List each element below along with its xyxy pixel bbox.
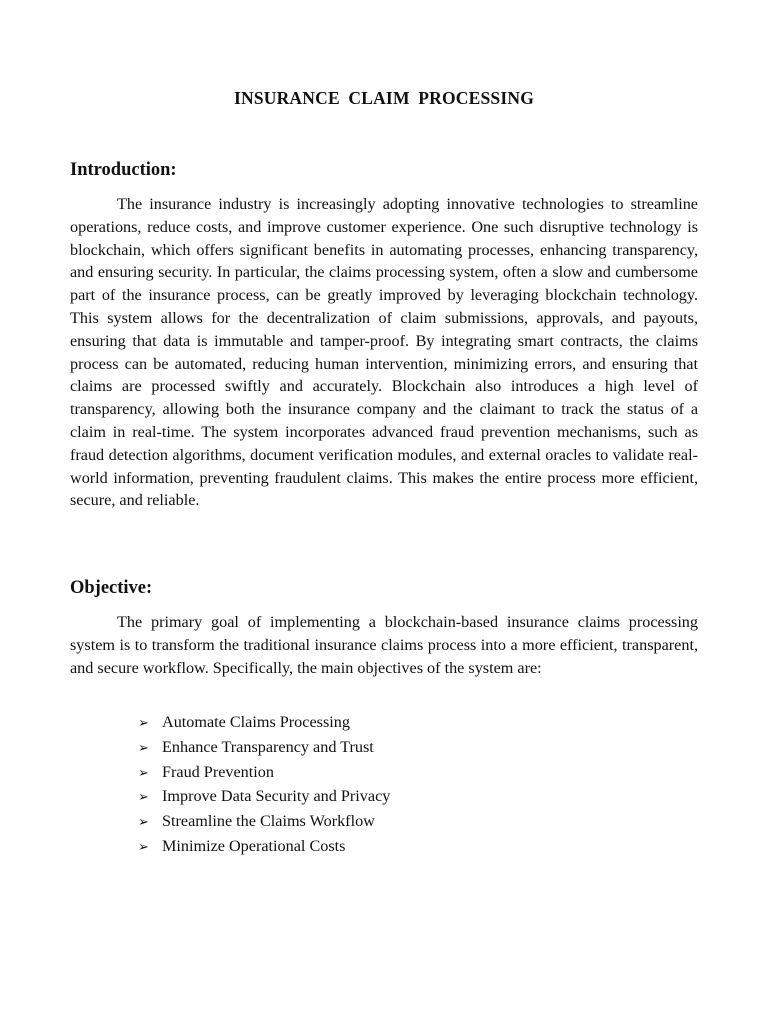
list-item-label: Automate Claims Processing (162, 713, 350, 731)
arrowhead-bullet-icon: ➢ (138, 839, 149, 855)
arrowhead-bullet-icon: ➢ (138, 716, 149, 731)
arrowhead-bullet-icon: ➢ (138, 790, 149, 806)
list-item (138, 736, 390, 761)
introduction-heading: Introduction: (70, 160, 177, 180)
list-item-label: Improve Data Security and Privacy (162, 787, 391, 806)
objectives-list (138, 711, 390, 860)
arrowhead-bullet-icon: ➢ (138, 740, 149, 756)
document-title: INSURANCE CLAIM PROCESSING (233, 88, 535, 108)
list-item-label: Streamline the Claims Workflow (162, 812, 375, 831)
list-item (138, 785, 390, 810)
list-item (138, 761, 390, 786)
objective-heading: Objective: (70, 578, 153, 598)
arrowhead-bullet-icon: ➢ (138, 765, 149, 781)
list-item-label: Fraud Prevention (162, 762, 274, 781)
introduction-paragraph: The insurance industry is increasingly adopting innovative technologies to streamline operations, reduce costs, and improve customer experience. One such disruptive technology is blockchain, which offers significant benefits in automating processes, enhancing transparency, and ensuring security. In particular, the claims processing system, often a slow and cumbersome part of the insurance process, can be greatly improved by leveraging blockchain technology. This system allows for the decentralization of claim submissions, approvals, and payouts, ensuring that data is immutable and tamper-proof. By integrating smart contracts, the claims process can be automated, reducing human intervention, minimizing errors, and ensuring that claims are processed swiftly and accurately. Blockchain also introduces a high level of transparency, allowing both the insurance company and the claimant to track the status of a claim in real-time. The system incorporates advanced fraud prevention mechanisms, such as fraud detection algorithms, document verification modules, and external oracles to validate real-world information, preventing fraudulent claims. This makes the entire process more efficient, secure, and reliable. (70, 195, 698, 510)
objective-paragraph: The primary goal of implementing a blockchain-based insurance claims processing system is to transform the traditional insurance claims process into a more efficient, transparent, and secure workflow. Specifically, the main objectives of the system are: (70, 613, 698, 677)
list-item (138, 711, 390, 736)
list-item-label: Minimize Operational Costs (162, 836, 346, 855)
list-item (138, 835, 390, 860)
list-item (138, 810, 390, 835)
arrowhead-bullet-icon: ➢ (138, 815, 149, 831)
list-item-label: Enhance Transparency and Trust (162, 737, 374, 756)
